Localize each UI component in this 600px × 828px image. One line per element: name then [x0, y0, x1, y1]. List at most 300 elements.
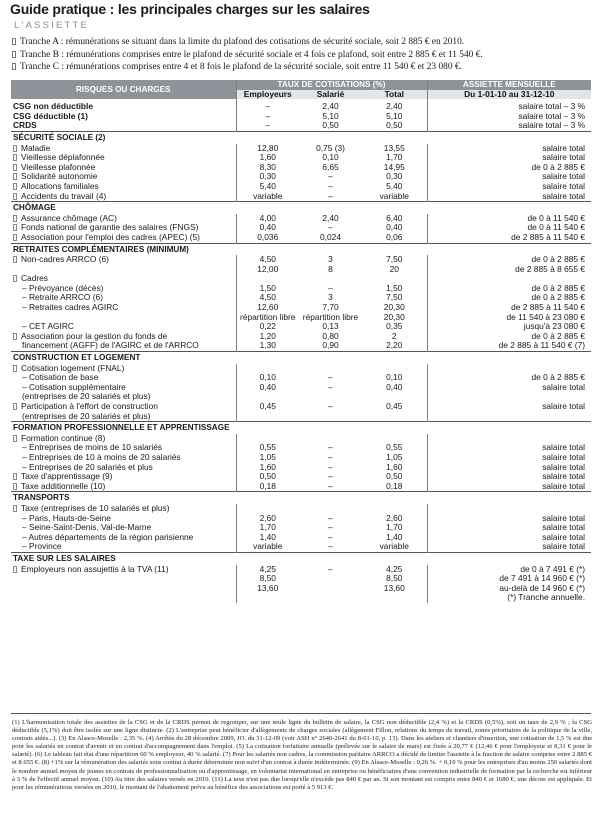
rate-total: 6,40 — [386, 213, 403, 223]
rate-salarie: – — [328, 542, 333, 552]
rate-employeur: 1,70 — [236, 523, 299, 533]
rate-salarie: 0,80 — [322, 331, 339, 341]
rate-employeur: 4,50 — [236, 293, 299, 303]
row-label — [11, 593, 236, 603]
rate-employeur — [236, 434, 299, 444]
rate-employeur — [236, 364, 299, 374]
assiette-value: jusqu'à 23 080 € — [427, 322, 591, 332]
row-label: – Entreprises de 20 salariés et plus — [22, 462, 153, 472]
rate-salarie — [299, 434, 362, 444]
rate-salarie: 0,75 (3) — [316, 143, 345, 153]
rate-employeur: – — [236, 112, 299, 122]
bullet-icon — [12, 51, 16, 58]
assiette-value: de 11 540 à 23 080 € — [427, 313, 591, 323]
rate-salarie — [299, 504, 362, 514]
section-title: CONSTRUCTION ET LOGEMENT — [11, 352, 591, 364]
rate-total — [362, 504, 427, 514]
table-row — [11, 99, 591, 112]
table-row — [11, 112, 591, 122]
assiette-value: salaire total — [427, 192, 591, 202]
assiette-value: de 2 885 à 11 540 € — [427, 233, 591, 243]
rate-total — [362, 412, 427, 422]
assiette-value: de 2 885 à 11 540 € — [427, 303, 591, 313]
rate-salarie: 8 — [328, 264, 333, 274]
rate-employeur: 1,20 — [236, 332, 299, 342]
rate-employeur: 0,22 — [236, 322, 299, 332]
table-row — [11, 172, 591, 182]
bullet-icon — [13, 215, 17, 222]
bullet-icon — [13, 193, 17, 200]
footnotes: (1) L'harmonisation totale des assiettes de la CSG et de la CRDS permet de regrouper, sur une seule ligne du bulletin de salaire, la CSG non déductible (2,4 %) et la CRDS (0,5%), soit un taux de 2,9 % ; la CSG déductible (5,1%) doit être isolée sur une ligne distincte. (2) L'entreprise peut bénéficier d'allègements de charges sociales (allègement Fillon, relations du temps de travail, zones prioritaires de la politique de la ville, contrats aidés...). (3) En Alsace-Moselle : 2,35 %. (4) Arrêtés du 28 décembre 2009, JO. du 31-12-09 (voir ASH n° 2640-2641 du 8-01-10, p. 13). Dans les ateliers et chantiers d'insertion, une cotisation de 1,5 % est due pour les salariés en contrat d'avenir et en contrat d'accompagnement dans l'emploi. (5) La cotisation forfaitaire annuelle (prélevée sur le salaire de mars) est fixée à 20,77 € (12,46 € pour l'employeur et 8,31 € pour le salarié). (6) Le tableau fait état d'une répartition 60 % employeur, 40 % salarié. (7) Pour les salariés non cadres, la commission paritaire ARRCO a décidé de limiter l'assiette à la fraction de salaire comprise entre 2 885 € et 8 655 €. (8) +1% sur la rémunération des salariés sous contrat à durée déterminée non suivi d'un contrat à durée indéterminée. (9) En Alsace-Moselle : 0,26 %. + 0,10 % pour les entreprises d'au moins 250 salariés dont le nombre annuel moyen de jeunes en contrats de professionnalisation ou d'apprentissage, en volontariat international en entreprise ou bénéficiaires d'une convention industrielle de formation par la recherche est inférieur à 3 % de l'effectif annuel moyen. (10) Au titre des salaires versés en 2010. (11) La taxe n'est pas due lorsqu'elle n'excède pas 840 € par an. Si son montant est compris entre 840 € et 1680 €, une décote est appliquée. Et pour les rémunérations versées en 2010, le montant de l'abattement prévu au bénéfice des associations est porté à 5 913 €. — [12, 719, 593, 791]
rate-salarie: – — [328, 223, 333, 233]
table-row — [11, 542, 591, 552]
rate-total: 20,30 — [383, 312, 405, 322]
section-title: CHÔMAGE — [11, 202, 591, 214]
rate-employeur: 0,036 — [236, 233, 299, 243]
table-row — [11, 482, 591, 492]
rate-employeur: variable — [236, 542, 299, 552]
rate-total: 7,50 — [386, 255, 403, 265]
table-row — [11, 593, 591, 603]
rate-total — [362, 593, 427, 603]
rate-total: 0,30 — [386, 172, 403, 182]
rate-total: 13,60 — [383, 583, 405, 593]
table-row — [11, 402, 591, 412]
assiette-value: salaire total — [427, 514, 591, 524]
row-label: Non-cadres ARRCO (6) — [11, 255, 236, 265]
bullet-icon — [13, 173, 17, 180]
rate-total — [362, 274, 427, 284]
assiette-value: de 0 à 2 885 € — [427, 332, 591, 342]
section-header — [11, 352, 591, 364]
row-label: Vieillesse plafonnée — [11, 163, 236, 173]
row-label — [11, 313, 236, 323]
rate-employeur: – — [236, 99, 299, 112]
table-row — [11, 443, 591, 453]
page-title: Guide pratique : les principales charges sur les salaires — [10, 1, 370, 17]
rate-salarie: – — [328, 402, 333, 411]
rate-employeur: 8,50 — [236, 574, 299, 584]
rate-salarie: 0,50 — [322, 121, 339, 131]
table-body — [11, 99, 591, 603]
row-label — [11, 265, 236, 275]
rate-salarie — [299, 574, 362, 584]
row-label: – Prévoyance (décès) — [22, 283, 104, 293]
rate-employeur: 0,50 — [236, 472, 299, 482]
bullet-icon — [12, 63, 16, 70]
row-label: Participation à l'effort de construction — [11, 402, 236, 412]
rate-employeur — [236, 593, 299, 603]
row-label — [11, 584, 236, 594]
row-label: Vieillesse déplafonnée — [11, 153, 236, 163]
rate-total: 0,35 — [386, 322, 403, 332]
bullet-icon — [12, 38, 16, 45]
assiette-value — [427, 504, 591, 514]
rate-employeur: 8,30 — [236, 163, 299, 173]
rate-total: 0,18 — [386, 481, 403, 491]
rate-employeur — [236, 392, 299, 402]
bullet-icon — [13, 483, 17, 490]
rate-salarie: – — [328, 513, 333, 523]
rate-total: variable — [379, 191, 409, 201]
rate-salarie: 3 — [328, 255, 333, 265]
bullet-icon — [13, 333, 17, 340]
rate-salarie: – — [328, 452, 333, 462]
row-label: Formation continue (8) — [11, 434, 236, 444]
rate-employeur: 0,40 — [236, 223, 299, 233]
rate-employeur: 0,18 — [236, 482, 299, 492]
row-label: Accidents du travail (4) — [11, 192, 236, 202]
row-label: – Retraites cadres AGIRC — [22, 303, 119, 313]
rate-employeur: 4,50 — [236, 255, 299, 265]
rate-total: 0,50 — [386, 472, 403, 482]
section-header — [11, 243, 591, 255]
rate-employeur: 1,50 — [236, 284, 299, 294]
table-row — [11, 163, 591, 173]
rate-salarie — [299, 584, 362, 594]
rate-employeur — [236, 412, 299, 422]
section-header — [11, 131, 591, 143]
assiette-value: salaire total – 3 % — [427, 112, 591, 122]
intro-tranches — [12, 36, 596, 74]
section-header — [11, 552, 591, 564]
rate-employeur: 13,60 — [236, 584, 299, 594]
table-row — [11, 341, 591, 351]
rate-salarie: – — [328, 481, 333, 491]
assiette-value — [427, 392, 591, 402]
section-header — [11, 422, 591, 434]
assiette-value: salaire total — [427, 443, 591, 453]
rate-total: 5,40 — [386, 181, 403, 191]
table-row — [11, 514, 591, 524]
intro-line: Tranche B : rémunérations comprises entre le plafond de sécurité sociale et 4 fois ce plafond, soit entre 2 885 € et 11 540 €. — [12, 49, 596, 62]
rate-employeur: 4,00 — [236, 214, 299, 224]
row-label: Solidarité autonomie — [11, 172, 236, 182]
row-label: CSG non déductible — [13, 101, 94, 112]
bullet-icon — [13, 403, 17, 410]
assiette-value: salaire total — [427, 482, 591, 492]
table-row — [11, 265, 591, 275]
rate-employeur: 1,05 — [236, 453, 299, 463]
bullet-icon — [13, 435, 17, 442]
row-label: – CET AGIRC — [22, 322, 74, 332]
rate-total: 2,60 — [386, 513, 403, 523]
rate-total: 4,25 — [386, 564, 403, 574]
rate-total — [362, 364, 427, 374]
table-row — [11, 463, 591, 473]
rate-total: 2,20 — [386, 341, 403, 351]
table-row — [11, 565, 591, 575]
table-row — [11, 144, 591, 154]
rate-total: 1,40 — [386, 532, 403, 542]
rate-salarie: 0,90 — [322, 341, 339, 351]
table-row — [11, 223, 591, 233]
rate-total: 0,40 — [386, 223, 403, 233]
assiette-value: salaire total — [427, 542, 591, 552]
rate-employeur: 5,40 — [236, 182, 299, 192]
assiette-value: de 0 à 7 491 € (*) — [427, 565, 591, 575]
table-row — [11, 233, 591, 243]
assiette-value: salaire total — [427, 402, 591, 412]
assiette-value: salaire total — [427, 453, 591, 463]
rate-employeur: variable — [236, 192, 299, 202]
table-row — [11, 322, 591, 332]
row-label: – Retraite ARRCO (6) — [22, 293, 103, 303]
rate-employeur: 0,40 — [236, 383, 299, 393]
rate-salarie — [299, 274, 362, 284]
rate-salarie: répartition libre — [302, 312, 359, 322]
rate-salarie — [299, 364, 362, 374]
row-label: Taxe additionnelle (10) — [11, 482, 236, 492]
assiette-value: salaire total — [427, 182, 591, 192]
rate-salarie: – — [328, 373, 333, 383]
section-header — [11, 202, 591, 214]
assiette-value: salaire total – 3 % — [427, 99, 591, 112]
rate-total: variable — [379, 542, 409, 552]
rate-total: 0,45 — [386, 402, 403, 411]
rate-employeur: 12,60 — [236, 303, 299, 313]
section-header — [11, 492, 591, 504]
rate-salarie: – — [328, 523, 333, 533]
rate-salarie: – — [328, 443, 333, 453]
assiette-value — [427, 274, 591, 284]
table-row — [11, 313, 591, 323]
rate-salarie: 0,024 — [320, 232, 341, 242]
bullet-icon — [13, 224, 17, 231]
table-row — [11, 412, 591, 422]
rate-employeur — [236, 274, 299, 284]
table-row — [11, 192, 591, 202]
assiette-value: de 0 à 2 885 € — [427, 284, 591, 294]
row-label: – Paris, Hauts-de-Seine — [22, 513, 111, 523]
row-label: (entreprises de 20 salariés et plus) — [22, 392, 151, 402]
assiette-value — [427, 412, 591, 422]
bullet-icon — [13, 505, 17, 512]
rate-salarie: 3 — [328, 293, 333, 303]
rate-total: 2,40 — [386, 101, 403, 112]
rate-salarie: 0,13 — [322, 322, 339, 332]
table-row — [11, 332, 591, 342]
assiette-value: de 0 à 11 540 € — [427, 214, 591, 224]
assiette-value: salaire total — [427, 172, 591, 182]
rate-total — [362, 434, 427, 444]
assiette-value: de 0 à 11 540 € — [427, 223, 591, 233]
header-periode: Du 1-01-10 au 31-12-10 — [427, 90, 591, 100]
row-label: CSG déductible (1) — [13, 111, 88, 121]
header-taux: TAUX DE COTISATIONS (%) — [236, 80, 427, 90]
assiette-value: de 7 491 à 14 960 € (*) — [427, 574, 591, 584]
assiette-value: de 0 à 2 885 € — [427, 163, 591, 173]
rate-total: 13,55 — [383, 143, 405, 153]
section-title: TRANSPORTS — [11, 492, 591, 504]
bullet-icon — [13, 183, 17, 190]
row-label: – Cotisation supplémentaire — [22, 382, 126, 392]
intro-line: Tranche A : rémunérations se situant dans la limite du plafond des cotisations de sécurité sociale, soit 2 885 € en 2010. — [12, 36, 596, 49]
row-label: Fonds national de garantie des salaires (FNGS) — [11, 223, 236, 233]
bullet-icon — [13, 234, 17, 241]
rate-employeur: – — [236, 121, 299, 131]
table-row — [11, 472, 591, 482]
rate-total: 0,10 — [386, 373, 403, 383]
charges-table — [11, 80, 591, 603]
table-row — [11, 214, 591, 224]
row-label: – Entreprises de 10 à moins de 20 salariés — [22, 452, 181, 462]
row-label: – Autres départements de la région parisienne — [22, 532, 194, 542]
rate-employeur: répartition libre — [236, 313, 299, 323]
rate-total: 1,70 — [386, 153, 403, 163]
rate-total: 1,60 — [386, 462, 403, 472]
rate-total: 0,55 — [386, 443, 403, 453]
rate-salarie: – — [328, 532, 333, 542]
assiette-value: de 0 à 2 885 € — [427, 373, 591, 383]
rate-salarie: 7,70 — [322, 303, 339, 313]
table-row — [11, 434, 591, 444]
row-label: Taxe d'apprentissage (9) — [11, 472, 236, 482]
assiette-value: salaire total — [427, 472, 591, 482]
rate-total: 8,50 — [386, 574, 403, 584]
section-title: RETRAITES COMPLÉMENTAIRES (MINIMUM) — [11, 243, 591, 255]
header-total: Total — [362, 90, 427, 100]
rate-employeur: 0,45 — [236, 402, 299, 412]
rate-total: 1,70 — [386, 523, 403, 533]
rate-total: 2 — [391, 331, 397, 341]
table-row — [11, 274, 591, 284]
rate-employeur: 1,30 — [236, 341, 299, 351]
assiette-value: de 0 à 2 885 € — [427, 255, 591, 265]
assiette-value: salaire total — [427, 523, 591, 533]
table-row — [11, 523, 591, 533]
rate-total — [362, 392, 427, 402]
rate-salarie: – — [328, 382, 333, 392]
bullet-icon — [13, 164, 17, 171]
rate-employeur: 4,25 — [236, 565, 299, 575]
assiette-value: salaire total — [427, 533, 591, 543]
rate-total: 0,50 — [386, 121, 403, 131]
rate-total: 20 — [389, 264, 399, 274]
row-label: Allocations familiales — [11, 182, 236, 192]
bullet-icon — [13, 256, 17, 263]
rate-total: 1,50 — [386, 283, 403, 293]
assiette-value: de 2 885 à 11 540 € (7) — [427, 341, 591, 351]
rate-employeur — [236, 504, 299, 514]
assiette-value: salaire total — [427, 153, 591, 163]
assiette-value: (*) Tranche annuelle. — [427, 593, 591, 603]
rate-salarie: 2,40 — [322, 213, 339, 223]
section-title: FORMATION PROFESSIONNELLE ET APPRENTISSAGE — [11, 422, 591, 434]
rate-total: 7,50 — [386, 293, 403, 303]
table-row — [11, 574, 591, 584]
rate-total: 1,05 — [386, 452, 403, 462]
rate-salarie: 2,40 — [322, 101, 339, 112]
rate-employeur: 0,30 — [236, 172, 299, 182]
assiette-value: de 2 885 à 8 655 € — [427, 265, 591, 275]
header-assiette: ASSIETTE MENSUELLE — [427, 80, 591, 90]
rate-salarie: – — [328, 172, 333, 182]
rate-employeur: 0,55 — [236, 443, 299, 453]
row-label: Association pour la gestion du fonds de — [11, 332, 236, 342]
row-label — [11, 574, 236, 584]
rate-employeur: 1,60 — [236, 463, 299, 473]
table-row — [11, 392, 591, 402]
rate-salarie: – — [328, 283, 333, 293]
rate-total: 5,10 — [386, 111, 403, 121]
row-label: Cadres — [11, 274, 236, 284]
rate-salarie: 5,10 — [322, 111, 339, 121]
rate-salarie: – — [328, 462, 333, 472]
section-title: SÉCURITÉ SOCIALE (2) — [11, 131, 591, 143]
table-row — [11, 373, 591, 383]
table-row — [11, 303, 591, 313]
table-row — [11, 153, 591, 163]
table-row — [11, 364, 591, 374]
section-title: TAXE SUR LES SALAIRES — [11, 552, 591, 564]
rate-salarie — [299, 412, 362, 422]
rate-salarie: – — [328, 181, 333, 191]
rate-salarie: 6,65 — [322, 162, 339, 172]
rate-employeur: 0,10 — [236, 373, 299, 383]
bullet-icon — [13, 275, 17, 282]
header-salarie: Salarié — [299, 90, 362, 100]
row-label: Maladie — [11, 144, 236, 154]
rate-employeur: 1,40 — [236, 533, 299, 543]
rate-salarie: 0,10 — [322, 153, 339, 163]
rate-salarie — [299, 593, 362, 603]
table-row — [11, 255, 591, 265]
assiette-value: salaire total — [427, 383, 591, 393]
table-row — [11, 121, 591, 131]
row-label: financement (AGFF) de l'AGIRC et de l'ARRCO — [22, 341, 199, 351]
bullet-icon — [13, 473, 17, 480]
rate-employeur: 12,00 — [236, 265, 299, 275]
table-row — [11, 182, 591, 192]
table-row — [11, 293, 591, 303]
row-label: Cotisation logement (FNAL) — [11, 364, 236, 374]
table-row — [11, 504, 591, 514]
rate-total: 14,95 — [383, 162, 405, 172]
rate-salarie: – — [328, 564, 333, 574]
assiette-value: salaire total — [427, 144, 591, 154]
notes-divider — [11, 713, 591, 714]
rate-total: 20,30 — [383, 303, 405, 313]
assiette-value: salaire total — [427, 463, 591, 473]
row-label: – Cotisation de base — [22, 373, 99, 383]
bullet-icon — [13, 365, 17, 372]
assiette-value: de 0 à 2 885 € — [427, 293, 591, 303]
rate-salarie: – — [328, 191, 333, 201]
header-employeurs: Employeurs — [236, 90, 299, 100]
bullet-icon — [13, 145, 17, 152]
row-label: Taxe (entreprises de 10 salariés et plus) — [11, 504, 236, 514]
rate-employeur: 12,80 — [236, 144, 299, 154]
intro-line: Tranche C : rémunérations comprises entre 4 et 8 fois le plafond de la sécurité sociale, soit entre 11 540 € et 23 080 €. — [12, 61, 596, 74]
rate-employeur: 2,60 — [236, 514, 299, 524]
rate-salarie — [299, 392, 362, 402]
table-row — [11, 284, 591, 294]
row-label: Association pour l'emploi des cadres (APEC) (5) — [11, 233, 236, 243]
row-label: – Seine-Saint-Denis, Val-de-Marne — [22, 523, 152, 533]
assiette-value — [427, 434, 591, 444]
assiette-value — [427, 364, 591, 374]
row-label: CRDS — [13, 121, 37, 131]
row-label: – Entreprises de moins de 10 salariés — [22, 443, 163, 453]
table-row — [11, 453, 591, 463]
rate-employeur: 1,60 — [236, 153, 299, 163]
section-label: L'ASSIETTE — [14, 20, 90, 31]
table-row — [11, 383, 591, 393]
table-row — [11, 533, 591, 543]
row-label: (entreprises de 20 salariés et plus) — [22, 411, 151, 421]
bullet-icon — [13, 566, 17, 573]
